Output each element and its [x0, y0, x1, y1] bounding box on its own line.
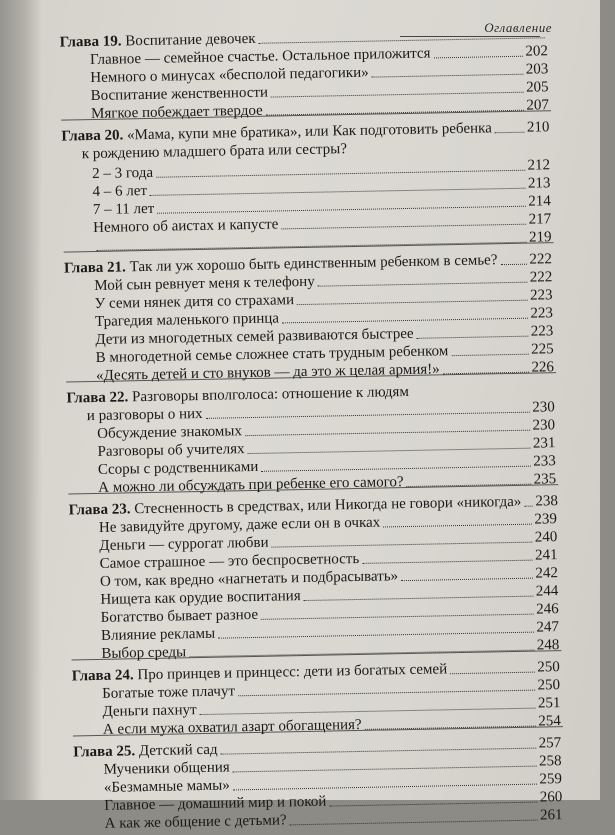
section-title: Главное — семейное счастье. Остальное приложится — [89, 45, 431, 69]
leader-dots — [290, 820, 537, 826]
page-number: 205 — [525, 79, 549, 96]
chapter-number: Глава 23. — [68, 501, 131, 519]
page-number: 250 — [537, 677, 561, 694]
section-title: Выбор среды — [101, 644, 187, 662]
leader-dots — [450, 672, 534, 675]
leader-dots — [434, 56, 523, 59]
page-number: 214 — [528, 193, 551, 210]
leader-dots — [383, 524, 531, 528]
chapter-title: Про принцев и принцесс: дети из богатых семей — [137, 661, 448, 684]
section-title: и разговоры о них — [86, 405, 203, 425]
page-number: 202 — [525, 43, 549, 60]
section-title: Деньги пахнут — [102, 702, 197, 720]
page-number: 233 — [533, 453, 556, 470]
chapter-number: Глава 19. — [59, 33, 122, 51]
page-number: 254 — [538, 713, 561, 730]
leader-dots — [443, 372, 529, 375]
page-number: 210 — [526, 119, 550, 136]
page-number: 238 — [535, 493, 559, 510]
section-title: Трагедия маленького принца — [94, 310, 280, 330]
page-number: 239 — [534, 511, 558, 528]
page-number: 250 — [537, 659, 560, 676]
page-number: 240 — [534, 529, 558, 546]
page-number: 217 — [528, 211, 552, 228]
leader-dots — [524, 506, 532, 507]
leader-dots — [451, 354, 528, 356]
page-number: 251 — [537, 695, 561, 712]
page-number: 223 — [529, 287, 553, 304]
section-title: О том, как вредно «нагнетать и подбрасывать» — [99, 568, 399, 590]
page-number: 246 — [535, 601, 559, 618]
section-title: «Десять детей и сто внуков — да это ж целая армия!» — [95, 361, 440, 384]
page-number: 258 — [538, 753, 562, 770]
leader-dots — [407, 484, 531, 487]
section-title: Разговоры об учителях — [97, 441, 245, 460]
chapter-number: Глава 21. — [63, 259, 127, 277]
running-head: Оглавление — [484, 20, 552, 35]
page-number: 222 — [529, 269, 553, 286]
page-number: 213 — [527, 175, 551, 192]
section-title: Деньги — суррогат любви — [99, 534, 269, 554]
section-title: Немного о минусах «бесполой педагогики» — [90, 64, 369, 87]
leader-dots — [401, 578, 532, 582]
section-title: Не завидуйте другому, даже если он в очках — [98, 514, 381, 536]
page-number: 226 — [531, 359, 555, 376]
leader-dots — [495, 132, 524, 134]
section-title: Мой сын ревнует меня к телефону — [94, 273, 315, 294]
chapter-number: Глава 25. — [73, 743, 136, 761]
section-title: Самое страшное — это беспросветность — [99, 550, 360, 572]
section-title: У семи нянек дитя со страхами — [94, 292, 295, 312]
page-number: 222 — [529, 251, 553, 268]
section-title: «Безмамные мамы» — [103, 777, 230, 796]
page-number: 230 — [532, 417, 556, 434]
leader-dots — [417, 336, 528, 339]
chapter-number: Глава 22. — [66, 389, 129, 407]
leader-dots — [97, 242, 526, 251]
section-title: Богатство бывает разное — [100, 606, 259, 626]
page-number: 235 — [533, 471, 557, 488]
section-title: В многодетной семье сложнее стать трудным ребенком — [95, 343, 449, 366]
section-title: Немного об аистах и капусте — [93, 216, 279, 236]
page-number: 244 — [535, 583, 559, 600]
page-number: 212 — [527, 157, 551, 174]
page-number: 260 — [539, 789, 563, 806]
chapter-title: Детский сад — [138, 741, 218, 760]
chapter-title: Так ли уж хорошо быть единственным ребенком в семье? — [129, 252, 498, 276]
book-spine-shadow — [0, 0, 42, 800]
section-title: А если мужа охватил азарт обогащения? — [102, 716, 362, 738]
chapter-title: «Мама, купи мне братика», или Как подготовить ребенка — [126, 120, 492, 144]
page-number: 259 — [539, 771, 563, 788]
page-number: 257 — [538, 735, 562, 752]
section-title: Влияние рекламы — [100, 625, 216, 644]
leader-dots — [189, 650, 534, 658]
chapter-title: Воспитание девочек — [125, 30, 256, 50]
leader-dots — [266, 110, 524, 116]
section-title: А можно ли обсуждать при ребенке его самого? — [98, 474, 404, 496]
section-title: 4 – 6 лет — [92, 182, 148, 201]
section-title: к рождению младшего брата или сестры? — [81, 141, 348, 163]
section-title: Ссоры с родственниками — [97, 458, 259, 478]
leader-dots — [372, 74, 523, 78]
chapter-title: Разговоры вполголоса: отношение к людям — [131, 383, 410, 406]
chapter-title: Стесненность в средствах, или Никогда не говори «никогда» — [134, 493, 522, 518]
section-title: Богатые тоже плачут — [102, 683, 236, 702]
chapter-number: Глава 20. — [61, 127, 124, 145]
section-title: Воспитание женственности — [90, 84, 269, 105]
section-title: Мягкое побеждает твердое — [90, 102, 263, 123]
page-number: 203 — [525, 61, 549, 78]
section-title: 7 – 11 лет — [92, 200, 155, 219]
leader-dots — [365, 726, 536, 730]
leader-dots — [500, 264, 526, 265]
section-title: Дети из многодетных семей развиваются быстрее — [95, 325, 414, 348]
page-number: 207 — [526, 97, 550, 114]
page-number: 223 — [530, 323, 554, 340]
section-title: Обсуждение знакомых — [97, 423, 243, 442]
page-number: 261 — [539, 807, 563, 824]
section-title: А как же общение с детьми? — [104, 812, 287, 832]
page-number: 242 — [535, 565, 559, 582]
section-title: 2 – 3 года — [92, 164, 154, 183]
page-number: 219 — [528, 229, 552, 246]
section-title: Нищета как орудие воспитания — [100, 588, 301, 608]
page-number: 248 — [536, 637, 560, 654]
section-title: Главное — домашний мир и покой — [104, 793, 327, 814]
page-number: 230 — [532, 399, 555, 416]
section-title: Мученики общения — [103, 759, 230, 778]
page-number: 223 — [530, 305, 554, 322]
page-number: 247 — [536, 619, 560, 636]
page-number: 225 — [530, 341, 554, 358]
page-number: 231 — [532, 435, 556, 452]
page-number: 241 — [534, 547, 558, 564]
chapter-number: Глава 24. — [71, 667, 134, 685]
